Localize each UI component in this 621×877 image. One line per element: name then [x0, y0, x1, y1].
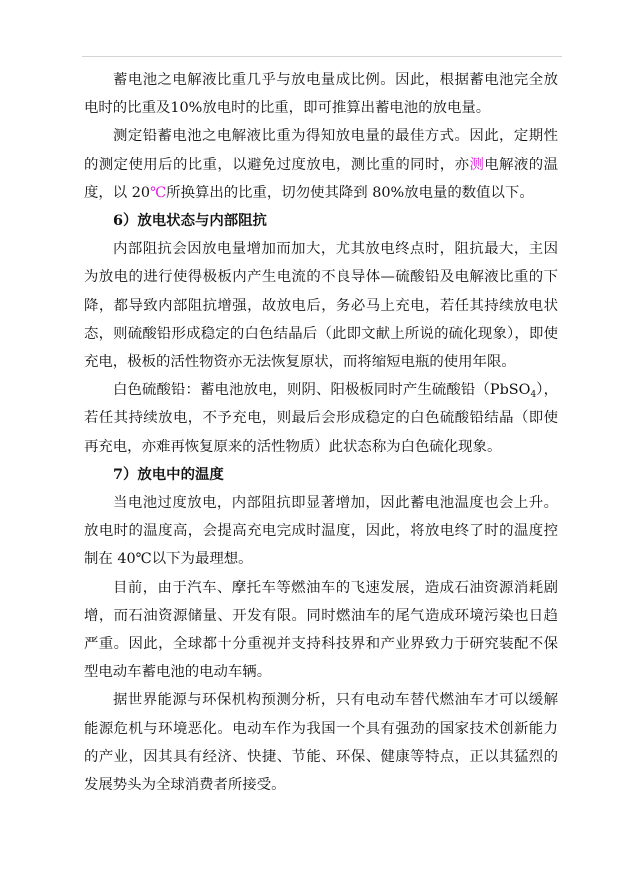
paragraph-fuel-vehicles: 目前，由于汽车、摩托车等燃油车的飞速发展，造成石油资源消耗剧增，而石油资源储量、开发有限。同时燃油车的尾气造成环境污染也日趋严重。因此，全球都十分重视并支持科技界和产业界致力于研究装配不保型电动车蓄电池的电动车辆。 [84, 579, 558, 681]
paragraph-over-discharge: 当电池过度放电，内部阻抗即显著增加，因此蓄电池温度也会上升。放电时的温度高，会提高充电完成时温度，因此，将放电终了时的温度控制在 40℃以下为最理想。 [84, 495, 558, 568]
paragraph-specific-gravity: 蓄电池之电解液比重几乎与放电量成比例。因此，根据蓄电池完全放电时的比重及10%放电时的比重，即可推算出蓄电池的放电量。 [84, 72, 558, 117]
paragraph-internal-resistance: 内部阻抗会因放电量增加而加大，尤其放电终点时，阻抗最大，主因为放电的进行使得极板内产生电流的不良导体—硫酸铅及电解液比重的下降，都导致内部阻抗增强，故放电后，务必马上充电，若任其持续放电状态，则硫酸铅形成稳定的白色结晶后（此即文献上所说的硫化现象），即使充电，极板的活性物资亦无法恢复原状，而将缩短电瓶的使用年限。 [84, 241, 558, 371]
paragraph-white-lead-sulfate [84, 376, 558, 461]
paragraph-measurement [84, 122, 558, 207]
highlighted-char-ce: 测 [469, 156, 485, 173]
heading-discharge-temperature: 7）放电中的温度 [113, 465, 224, 483]
paragraph-electric-vehicles: 据世界能源与环保机构预测分析，只有电动车替代燃油车才可以缓解能源危机与环境恶化。电动车作为我国一个具有强劲的国家技术创新能力的产业，因其具有经济、快捷、节能、环保、健康等特点，正以其猛烈的发展势头为全球消费者所接受。 [84, 692, 558, 794]
paragraph-measurement-text-c: 电解液的温度，以 20 [84, 156, 558, 201]
highlighted-degree-symbol: ℃ [150, 184, 167, 201]
paragraph-white-lead-sulfate-text-b: ），若任其持续放电，不予充电，则最后会形成稳定的白色硫酸铅结晶（即使再充电，亦难再恢复原来的活性物质）此状态称为白色硫化现象。 [84, 382, 558, 455]
header-rule [82, 56, 562, 57]
paragraph-measurement-text-e: 所换算出的比重，切勿使其降到 80%放电量的数值以下。 [166, 184, 534, 201]
document-page [84, 66, 558, 799]
subscript-four: 4 [530, 390, 537, 401]
paragraph-white-lead-sulfate-text-a: 白色硫酸铅：蓄电池放电，则阴、阳极板同时产生硫酸铅（PbSO [113, 382, 531, 399]
heading-discharge-state: 6）放电状态与内部阻抗 [113, 212, 267, 230]
paragraph-measurement-text-a: 测定铅蓄电池之电解液比重为得知放电量的最佳方式。因此，定期性的测定使用后的比重，以避免过度放电，测比重的同时，亦 [84, 128, 558, 173]
